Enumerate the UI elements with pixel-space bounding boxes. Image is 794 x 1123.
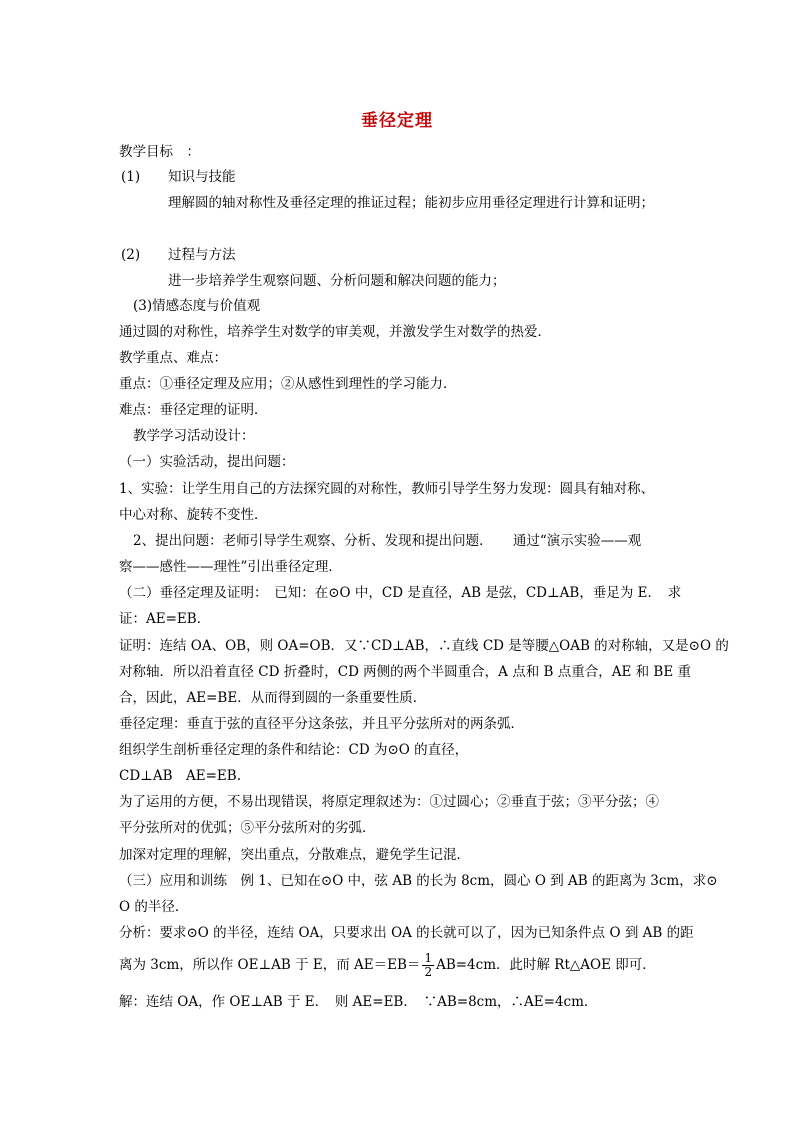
restate-line-2: 平分弦所对的优弧；⑤平分弦所对的劣弧． — [119, 820, 376, 836]
analysis-line-2: CD⊥AB AE=EB. — [119, 768, 242, 784]
page-title: 垂径定理 — [361, 111, 433, 131]
objective-1-text: 理解圆的轴对称性及垂径定理的推证过程；能初步应用垂径定理进行计算和证明； — [168, 195, 654, 211]
proof-line-3: 合，因此，AE=BE．从而得到圆的一条重要性质． — [119, 690, 427, 706]
objective-2-text: 进一步培养学生观察问题、分析问题和解决问题的能力； — [168, 273, 506, 289]
section-2-line-1: （二）垂径定理及证明： 已知：在⊙O 中，CD 是直径，AB 是弦，CD⊥AB，垂足为 E． 求 — [119, 585, 682, 601]
difficult-point: 难点：垂径定理的证明． — [119, 402, 268, 418]
one-half-fraction — [422, 952, 434, 979]
analysis-line-1: 组织学生剖析垂径定理的条件和结论：CD 为⊙O 的直径， — [119, 742, 469, 758]
fraction-numerator: 1 — [424, 951, 433, 965]
objective-3-text: 通过圆的对称性，培养学生对数学的审美观，并激发学生对数学的热爱． — [119, 324, 551, 340]
deepen-note: 加深对定理的理解，突出重点，分散难点，避免学生记混． — [119, 847, 470, 863]
objective-3-label: (3)情感态度与价值观 — [133, 298, 261, 314]
proof-line-2: 对称轴．所以沿着直径 CD 折叠时，CD 两侧的两个半圆重合，A 点和 B 点重合，AE 和 BE 重 — [119, 664, 691, 680]
analysis-example-line-2 — [119, 950, 656, 980]
section-1-para-2-line-1: 2、提出问题：老师引导学生观察、分析、发现和提出问题． 通过“演示实验——观 — [133, 533, 642, 549]
proof-line-1: 证明：连结 OA、OB，则 OA=OB．又∵CD⊥AB，∴直线 CD 是等腰△OAB 的对称轴，又是⊙O 的 — [119, 638, 729, 654]
fraction-denominator: 2 — [424, 965, 433, 979]
section-1-para-1-line-1: 1、实验：让学生用自己的方法探究圆的对称性，教师引导学生努力发现：圆具有轴对称、 — [119, 481, 655, 497]
objective-1-label: 知识与技能 — [168, 169, 236, 185]
section-1-para-1-line-2: 中心对称、旋转不变性． — [119, 507, 268, 523]
analysis-example-line-2-start: 离为 3cm，所以作 OE⊥AB 于 E，而 AE＝EB＝ — [119, 957, 421, 973]
theorem-statement: 垂径定理：垂直于弦的直径平分这条弦，并且平分弦所对的两条弧． — [119, 716, 524, 732]
section-3-line-2: O 的半径． — [119, 899, 189, 915]
objective-1-number: (1) — [121, 169, 141, 185]
activity-heading: 教学学习活动设计： — [133, 428, 255, 444]
section-1-para-2-line-2: 察——感性——理性”引出垂径定理． — [119, 559, 342, 575]
section-3-line-1: （三）应用和训练 例 1、已知在⊙O 中，弦 AB 的长为 8cm，圆心 O 到 AB 的距离为 3cm，求⊙ — [119, 873, 718, 889]
objective-2-number: (2) — [121, 247, 141, 263]
analysis-example-line-1: 分析：要求⊙O 的半径，连结 OA，只要求出 OA 的长就可以了，因为已知条件点 O 到 AB 的距 — [119, 925, 694, 941]
objective-2-label: 过程与方法 — [168, 247, 236, 263]
restate-line-1: 为了运用的方便，不易出现错误，将原定理叙述为：①过圆心；②垂直于弦；③平分弦；④ — [119, 794, 659, 810]
key-point: 重点：①垂径定理及应用；②从感性到理性的学习能力． — [119, 376, 457, 392]
section-2-line-2: 证：AE=EB． — [119, 611, 211, 627]
objectives-heading: 教学目标 ： — [119, 144, 200, 160]
analysis-example-line-2-end: AB=4cm．此时解 Rt△AOE 即可． — [436, 957, 656, 973]
key-heading: 教学重点、难点： — [119, 350, 227, 366]
section-1-heading: （一）实验活动，提出问题： — [119, 454, 295, 470]
solution-line: 解：连结 OA，作 OE⊥AB 于 E． 则 AE=EB． ∵AB=8cm，∴AE=4cm． — [119, 994, 598, 1010]
